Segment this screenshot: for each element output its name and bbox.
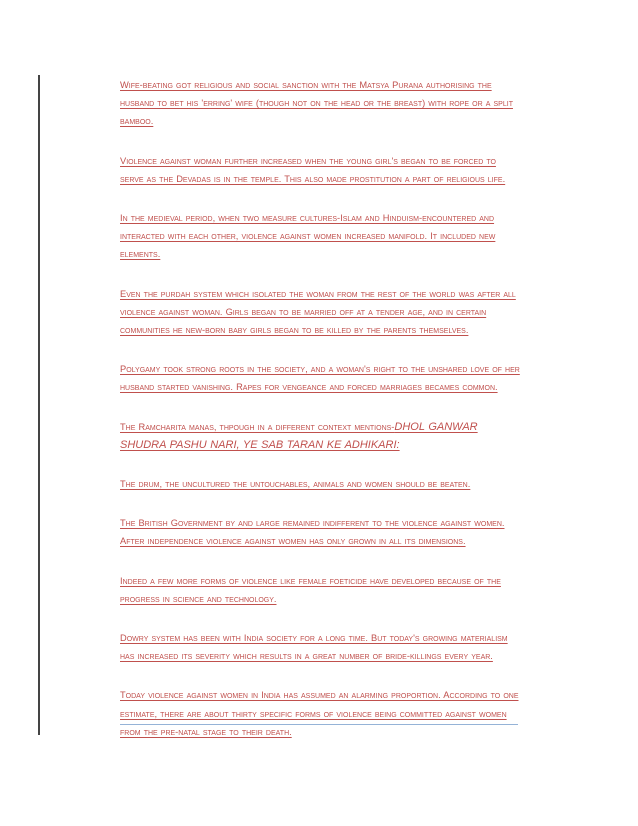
paragraph-5 xyxy=(120,360,520,396)
paragraph-text: Even the purdah system which isolated the woman from the rest of the world was after all violence against woman. Girls began to be married off at a tender age, and in certain communities he new-born baby girls began to be killed by the parents themselves. xyxy=(120,288,516,336)
left-margin-bar xyxy=(38,75,40,735)
paragraph-7 xyxy=(120,475,520,493)
bottom-rule xyxy=(120,724,518,725)
paragraph-9 xyxy=(120,572,520,608)
paragraph-text: Violence against woman further increased when the young girl's began to be forced to serve as the Devadas is in the temple. This also made prostitution a part of religious life. xyxy=(120,155,506,184)
paragraph-3 xyxy=(120,209,520,264)
paragraph-8 xyxy=(120,514,520,550)
paragraph-text: Polygamy took strong roots in the society, and a woman's right to the unshared love of her husband started vanishing. Rapes for vengeance and forced marriages becames common. xyxy=(120,364,520,393)
paragraph-10 xyxy=(120,629,520,665)
paragraph-1 xyxy=(120,76,520,131)
document-body xyxy=(120,76,520,762)
paragraph-text: Wife-beating got religious and social sanction with the Matsya Purana authorising the husband to bet his 'erring' wife (though not on the head or the breast) with rope or a split bamboo. xyxy=(120,80,513,127)
paragraph-text: Dowry system has been with India society for a long time. But today's growing materialism has increased its severity which results in a great number of bride-killings every year. xyxy=(120,633,508,662)
paragraph-4 xyxy=(120,285,520,340)
quoted-verse: DHOL GANWAR SHUDRA PASHU NARI, YE SAB TARAN KE ADHIKARI: xyxy=(120,420,478,451)
paragraph-text: The Ramcharita manas, thpough in a different context mentions- xyxy=(120,421,395,432)
paragraph-2 xyxy=(120,152,520,188)
paragraph-text: Indeed a few more forms of violence like female foeticide have developed because of the progress in science and technology. xyxy=(120,575,501,604)
paragraph-text: The drum, the uncultured the untouchables, animals and women should be beaten. xyxy=(120,479,471,490)
paragraph-text: Today violence against women in India has assumed an alarming proportion. According to one estimate, there are about thirty specific forms of violence being committed against women from the pre-natal stage to their death. xyxy=(120,690,519,737)
paragraph-6 xyxy=(120,418,520,454)
paragraph-11 xyxy=(120,686,520,741)
paragraph-text: The British Government by and large remained indifferent to the violence against women. After independence violence against women has only grown in all its dimensions. xyxy=(120,518,505,547)
paragraph-text: In the medieval period, when two measure cultures-Islam and Hinduism-encountered and interacted with each other, violence against women increased manifold. It included new elements. xyxy=(120,213,496,260)
